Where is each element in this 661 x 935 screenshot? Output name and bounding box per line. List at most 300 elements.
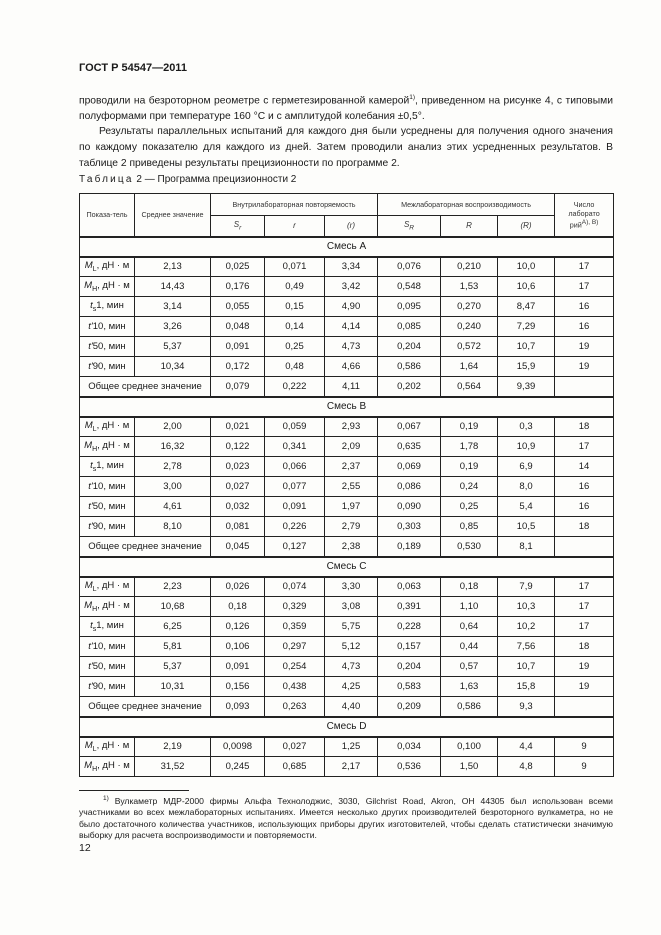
- cell-sR: 0,204: [378, 657, 441, 677]
- indicator-cell: [80, 497, 135, 517]
- cell-r: 0,341: [265, 437, 325, 457]
- header-mean: Среднее значение: [135, 194, 211, 237]
- indicator-cell: [80, 457, 135, 477]
- indicator-symbol: t': [88, 681, 93, 692]
- cell-rr: 4,25: [325, 677, 378, 697]
- cell-rr: 2,79: [325, 517, 378, 537]
- cell-mean: 3,26: [135, 317, 211, 337]
- indicator-cell: [80, 677, 135, 697]
- table-body: [80, 237, 614, 777]
- cell-n: 14: [555, 457, 614, 477]
- cell-n: [555, 537, 614, 557]
- cell-R: 0,57: [441, 657, 498, 677]
- indicator-subscript: L: [92, 426, 97, 434]
- indicator-unit: 50, мин: [92, 501, 126, 512]
- mix-name: Смесь С: [80, 557, 614, 577]
- cell-sR: 0,063: [378, 577, 441, 597]
- table-row: [80, 417, 614, 437]
- cell-R: 1,53: [441, 277, 498, 297]
- cell-n: 17: [555, 597, 614, 617]
- table-row: [80, 577, 614, 597]
- indicator-unit: , дН · м: [96, 260, 130, 272]
- indicator-subscript: H: [92, 445, 98, 453]
- indicator-unit: 50, мин: [92, 661, 126, 672]
- cell-R: 0,530: [441, 537, 498, 557]
- cell-sr: 0,0098: [211, 737, 265, 757]
- indicator-cell: [80, 657, 135, 677]
- cell-R: 0,25: [441, 497, 498, 517]
- header-r-relative: (r): [325, 216, 378, 237]
- cell-r: 0,127: [265, 537, 325, 557]
- indicator-symbol: t': [88, 641, 93, 652]
- table-row: [80, 317, 614, 337]
- table-row: [80, 497, 614, 517]
- indicator-cell: [80, 417, 135, 437]
- cell-mean: 4,61: [135, 497, 211, 517]
- indicator-unit: , дН · м: [97, 600, 130, 612]
- indicator-unit: 1, мин: [96, 620, 124, 632]
- cell-rr: 4,14: [325, 317, 378, 337]
- indicator-cell: [80, 437, 135, 457]
- cell-R: 0,240: [441, 317, 498, 337]
- cell-R: 0,64: [441, 617, 498, 637]
- indicator-symbol: M: [84, 280, 93, 292]
- cell-n: 19: [555, 677, 614, 697]
- cell-RR: 8,0: [498, 477, 555, 497]
- table-caption-title: 2 — Программа прецизионности 2: [133, 174, 297, 185]
- indicator-unit: 90, мин: [92, 521, 126, 532]
- table-row: [80, 517, 614, 537]
- table-row: [80, 377, 614, 397]
- cell-sR: 0,076: [378, 257, 441, 277]
- table-row: [80, 357, 614, 377]
- cell-sR: 0,536: [378, 757, 441, 777]
- indicator-unit: 10, мин: [92, 321, 126, 332]
- cell-sR: 0,548: [378, 277, 441, 297]
- cell-sR: 0,086: [378, 477, 441, 497]
- mix-name: Смесь D: [80, 717, 614, 737]
- table-row: [80, 677, 614, 697]
- paragraph-1-text-continued: , приведенном на рисунке 4, с типовыми полуформами при температуре 160 °С и с амплитудой колебания ±0,5°.: [79, 95, 613, 123]
- cell-sr: 0,172: [211, 357, 265, 377]
- cell-RR: 9,3: [498, 697, 555, 717]
- cell-RR: 4,8: [498, 757, 555, 777]
- header-labs-text: Число лаборато рий: [568, 200, 600, 230]
- cell-n: 19: [555, 357, 614, 377]
- cell-RR: 10,9: [498, 437, 555, 457]
- cell-n: 19: [555, 657, 614, 677]
- header-r: r: [265, 216, 325, 237]
- cell-sR: 0,157: [378, 637, 441, 657]
- cell-RR: 6,9: [498, 457, 555, 477]
- cell-sr: 0,122: [211, 437, 265, 457]
- cell-rr: 3,34: [325, 257, 378, 277]
- cell-r: 0,14: [265, 317, 325, 337]
- indicator-symbol: M: [84, 260, 93, 272]
- indicator-cell: [80, 577, 135, 597]
- cell-rr: 2,09: [325, 437, 378, 457]
- indicator-unit: , дН · м: [96, 580, 130, 592]
- header-labs-footnote: А), В): [581, 219, 599, 227]
- cell-sr: 0,023: [211, 457, 265, 477]
- cell-RR: 4,4: [498, 737, 555, 757]
- cell-mean: 10,34: [135, 357, 211, 377]
- cell-rr: 2,17: [325, 757, 378, 777]
- indicator-subscript: L: [92, 266, 97, 274]
- cell-R: 0,100: [441, 737, 498, 757]
- cell-R: 0,44: [441, 637, 498, 657]
- cell-sr: 0,126: [211, 617, 265, 637]
- indicator-symbol: M: [84, 740, 93, 752]
- cell-rr: 1,97: [325, 497, 378, 517]
- cell-n: 9: [555, 757, 614, 777]
- cell-mean: 2,00: [135, 417, 211, 437]
- table-row: [80, 617, 614, 637]
- overall-mean-label: Общее среднее значение: [80, 697, 211, 717]
- cell-n: 18: [555, 517, 614, 537]
- indicator-symbol: t: [90, 460, 93, 472]
- cell-mean: 5,37: [135, 657, 211, 677]
- header-sR-sub: R: [409, 224, 415, 232]
- cell-R: 1,63: [441, 677, 498, 697]
- table-row: [80, 757, 614, 777]
- header-sR-symbol: S: [403, 219, 410, 229]
- cell-r: 0,059: [265, 417, 325, 437]
- indicator-subscript: s: [92, 465, 97, 473]
- cell-mean: 10,68: [135, 597, 211, 617]
- indicator-unit: 50, мин: [92, 341, 126, 352]
- cell-sr: 0,091: [211, 337, 265, 357]
- indicator-unit: , дН · м: [96, 420, 130, 432]
- cell-sr: 0,026: [211, 577, 265, 597]
- cell-r: 0,359: [265, 617, 325, 637]
- footnote-text: Вулкаметр МДР-2000 фирмы Альфа Технолоджис, 3030, Gilchrist Road, Akron, OH 44305 был использован всеми участниками во всех межлабораторных испытаниях. Имеется несколько других производителей безроторного вулкаметра, но не было достаточного количества участников, использующих приборы других изготовителей, чтобы сделать статистически значимую выборку для расчета воспроизводимости и повторяемости.: [79, 795, 613, 841]
- cell-sR: 0,583: [378, 677, 441, 697]
- cell-n: 16: [555, 297, 614, 317]
- cell-sr: 0,176: [211, 277, 265, 297]
- table-row: [80, 257, 614, 277]
- cell-r: 0,438: [265, 677, 325, 697]
- cell-RR: 7,29: [498, 317, 555, 337]
- cell-rr: 1,25: [325, 737, 378, 757]
- cell-r: 0,066: [265, 457, 325, 477]
- cell-RR: 15,8: [498, 677, 555, 697]
- cell-rr: 4,66: [325, 357, 378, 377]
- cell-R: 0,586: [441, 697, 498, 717]
- header-sR: [378, 216, 441, 237]
- precision-table: [79, 193, 614, 777]
- cell-sR: 0,303: [378, 517, 441, 537]
- indicator-cell: [80, 757, 135, 777]
- cell-mean: 6,25: [135, 617, 211, 637]
- cell-n: 17: [555, 277, 614, 297]
- footnote-reference[interactable]: 1): [409, 94, 416, 101]
- indicator-symbol: M: [84, 580, 93, 592]
- footnote: [79, 793, 613, 842]
- indicator-symbol: t': [88, 321, 93, 332]
- cell-RR: 7,9: [498, 577, 555, 597]
- cell-R: 0,210: [441, 257, 498, 277]
- cell-R: 1,10: [441, 597, 498, 617]
- indicator-subscript: s: [92, 625, 97, 633]
- cell-sr: 0,027: [211, 477, 265, 497]
- cell-rr: 2,37: [325, 457, 378, 477]
- indicator-cell: [80, 277, 135, 297]
- cell-mean: 5,37: [135, 337, 211, 357]
- mix-header-row: [80, 397, 614, 417]
- indicator-cell: [80, 637, 135, 657]
- cell-sR: 0,095: [378, 297, 441, 317]
- cell-sR: 0,228: [378, 617, 441, 637]
- cell-sr: 0,021: [211, 417, 265, 437]
- cell-r: 0,226: [265, 517, 325, 537]
- cell-sR: 0,189: [378, 537, 441, 557]
- header-sr-symbol: S: [233, 219, 240, 229]
- cell-mean: 31,52: [135, 757, 211, 777]
- indicator-unit: , дН · м: [97, 440, 130, 452]
- cell-mean: 2,78: [135, 457, 211, 477]
- indicator-symbol: t': [88, 481, 93, 492]
- cell-r: 0,329: [265, 597, 325, 617]
- cell-sr: 0,093: [211, 697, 265, 717]
- header-sr-sub: r: [239, 224, 242, 232]
- cell-r: 0,254: [265, 657, 325, 677]
- header-indicator: Показа-тель: [80, 194, 135, 237]
- indicator-symbol: t': [88, 361, 93, 372]
- mix-name: Смесь А: [80, 237, 614, 257]
- mix-header-row: [80, 557, 614, 577]
- cell-mean: 14,43: [135, 277, 211, 297]
- cell-RR: 9,39: [498, 377, 555, 397]
- cell-R: 0,19: [441, 457, 498, 477]
- indicator-cell: [80, 317, 135, 337]
- cell-r: 0,297: [265, 637, 325, 657]
- indicator-symbol: t: [90, 620, 93, 632]
- header-labs: [555, 194, 614, 237]
- cell-RR: 10,7: [498, 657, 555, 677]
- indicator-cell: [80, 737, 135, 757]
- indicator-cell: [80, 517, 135, 537]
- cell-sR: 0,391: [378, 597, 441, 617]
- cell-sr: 0,156: [211, 677, 265, 697]
- cell-RR: 0,3: [498, 417, 555, 437]
- cell-n: 17: [555, 617, 614, 637]
- table-caption: [79, 174, 296, 185]
- cell-n: 19: [555, 337, 614, 357]
- cell-R: 0,24: [441, 477, 498, 497]
- footnote-marker: 1): [103, 795, 109, 802]
- indicator-unit: 90, мин: [92, 361, 126, 372]
- cell-sR: 0,635: [378, 437, 441, 457]
- indicator-subscript: s: [92, 305, 97, 313]
- cell-r: 0,222: [265, 377, 325, 397]
- cell-r: 0,091: [265, 497, 325, 517]
- cell-rr: 2,38: [325, 537, 378, 557]
- document-header: ГОСТ Р 54547—2011: [79, 62, 187, 74]
- indicator-symbol: t: [90, 300, 93, 312]
- indicator-unit: , дН · м: [97, 280, 130, 292]
- mix-header-row: [80, 717, 614, 737]
- indicator-cell: [80, 477, 135, 497]
- table-row: [80, 657, 614, 677]
- table-row: [80, 277, 614, 297]
- cell-sr: 0,106: [211, 637, 265, 657]
- cell-RR: 7,56: [498, 637, 555, 657]
- cell-RR: 10,3: [498, 597, 555, 617]
- indicator-symbol: t': [88, 661, 93, 672]
- cell-sr: 0,048: [211, 317, 265, 337]
- cell-sr: 0,079: [211, 377, 265, 397]
- indicator-cell: [80, 617, 135, 637]
- table-row: [80, 637, 614, 657]
- cell-r: 0,077: [265, 477, 325, 497]
- cell-rr: 4,73: [325, 657, 378, 677]
- cell-mean: 10,31: [135, 677, 211, 697]
- indicator-symbol: M: [84, 760, 93, 772]
- page-number: 12: [79, 842, 91, 854]
- indicator-unit: 10, мин: [92, 641, 126, 652]
- cell-sR: 0,090: [378, 497, 441, 517]
- cell-r: 0,685: [265, 757, 325, 777]
- cell-rr: 4,73: [325, 337, 378, 357]
- paragraph-1: [79, 90, 613, 125]
- cell-mean: 16,32: [135, 437, 211, 457]
- cell-R: 0,19: [441, 417, 498, 437]
- cell-mean: 2,19: [135, 737, 211, 757]
- cell-mean: 3,00: [135, 477, 211, 497]
- indicator-symbol: t': [88, 501, 93, 512]
- cell-mean: 3,14: [135, 297, 211, 317]
- indicator-unit: , дН · м: [96, 740, 130, 752]
- indicator-unit: 1, мин: [96, 460, 124, 472]
- cell-sR: 0,202: [378, 377, 441, 397]
- cell-R: 0,270: [441, 297, 498, 317]
- paragraph-1-text: проводили на безроторном реометре с герметезированной камерой: [79, 95, 410, 107]
- cell-R: 0,572: [441, 337, 498, 357]
- overall-mean-label: Общее среднее значение: [80, 537, 211, 557]
- cell-n: [555, 697, 614, 717]
- indicator-subscript: H: [92, 605, 98, 613]
- table-row: [80, 337, 614, 357]
- indicator-symbol: t': [88, 341, 93, 352]
- cell-R: 1,50: [441, 757, 498, 777]
- cell-R: 0,564: [441, 377, 498, 397]
- cell-sr: 0,081: [211, 517, 265, 537]
- cell-sr: 0,025: [211, 257, 265, 277]
- indicator-subscript: L: [92, 746, 97, 754]
- cell-RR: 15,9: [498, 357, 555, 377]
- cell-mean: 8,10: [135, 517, 211, 537]
- cell-R: 0,85: [441, 517, 498, 537]
- cell-rr: 5,75: [325, 617, 378, 637]
- cell-rr: 3,08: [325, 597, 378, 617]
- cell-sr: 0,091: [211, 657, 265, 677]
- indicator-unit: 10, мин: [92, 481, 126, 492]
- indicator-subscript: L: [92, 586, 97, 594]
- indicator-cell: [80, 257, 135, 277]
- table-row: [80, 457, 614, 477]
- indicator-symbol: M: [84, 600, 93, 612]
- cell-rr: 3,30: [325, 577, 378, 597]
- mix-header-row: [80, 237, 614, 257]
- table-row: [80, 437, 614, 457]
- cell-sR: 0,067: [378, 417, 441, 437]
- cell-sr: 0,032: [211, 497, 265, 517]
- indicator-symbol: M: [84, 440, 93, 452]
- cell-sr: 0,055: [211, 297, 265, 317]
- cell-R: 0,18: [441, 577, 498, 597]
- cell-sr: 0,045: [211, 537, 265, 557]
- cell-r: 0,25: [265, 337, 325, 357]
- mix-name: Смесь В: [80, 397, 614, 417]
- cell-mean: 2,13: [135, 257, 211, 277]
- cell-n: 17: [555, 577, 614, 597]
- cell-rr: 2,55: [325, 477, 378, 497]
- cell-R: 1,64: [441, 357, 498, 377]
- cell-R: 1,78: [441, 437, 498, 457]
- cell-mean: 5,81: [135, 637, 211, 657]
- cell-RR: 10,7: [498, 337, 555, 357]
- cell-n: 16: [555, 497, 614, 517]
- cell-rr: 2,93: [325, 417, 378, 437]
- cell-sR: 0,069: [378, 457, 441, 477]
- table-row: [80, 477, 614, 497]
- overall-mean-label: Общее среднее значение: [80, 377, 211, 397]
- cell-sR: 0,034: [378, 737, 441, 757]
- cell-rr: 4,11: [325, 377, 378, 397]
- cell-n: 18: [555, 637, 614, 657]
- footnote-divider: [79, 790, 189, 791]
- table-row: [80, 737, 614, 757]
- cell-sR: 0,586: [378, 357, 441, 377]
- cell-r: 0,49: [265, 277, 325, 297]
- cell-r: 0,071: [265, 257, 325, 277]
- cell-sR: 0,204: [378, 337, 441, 357]
- table-row: [80, 597, 614, 617]
- indicator-cell: [80, 357, 135, 377]
- header-R: R: [441, 216, 498, 237]
- cell-rr: 4,40: [325, 697, 378, 717]
- cell-n: 9: [555, 737, 614, 757]
- cell-sr: 0,18: [211, 597, 265, 617]
- header-repeatability: Внутрилабораторная повторяемость: [211, 194, 378, 216]
- cell-sR: 0,085: [378, 317, 441, 337]
- indicator-cell: [80, 337, 135, 357]
- cell-sr: 0,245: [211, 757, 265, 777]
- cell-RR: 10,6: [498, 277, 555, 297]
- cell-sR: 0,209: [378, 697, 441, 717]
- indicator-unit: 90, мин: [92, 681, 126, 692]
- cell-rr: 4,90: [325, 297, 378, 317]
- header-sr: [211, 216, 265, 237]
- table-row: [80, 297, 614, 317]
- table-header-row: [80, 194, 614, 216]
- indicator-symbol: t': [88, 521, 93, 532]
- cell-RR: 10,5: [498, 517, 555, 537]
- cell-r: 0,15: [265, 297, 325, 317]
- header-R-relative: (R): [498, 216, 555, 237]
- cell-n: 18: [555, 417, 614, 437]
- cell-r: 0,48: [265, 357, 325, 377]
- table-caption-prefix: Таблица: [79, 174, 134, 185]
- indicator-symbol: M: [84, 420, 93, 432]
- cell-r: 0,074: [265, 577, 325, 597]
- cell-RR: 10,0: [498, 257, 555, 277]
- table-row: [80, 697, 614, 717]
- cell-r: 0,027: [265, 737, 325, 757]
- cell-n: 16: [555, 317, 614, 337]
- cell-rr: 3,42: [325, 277, 378, 297]
